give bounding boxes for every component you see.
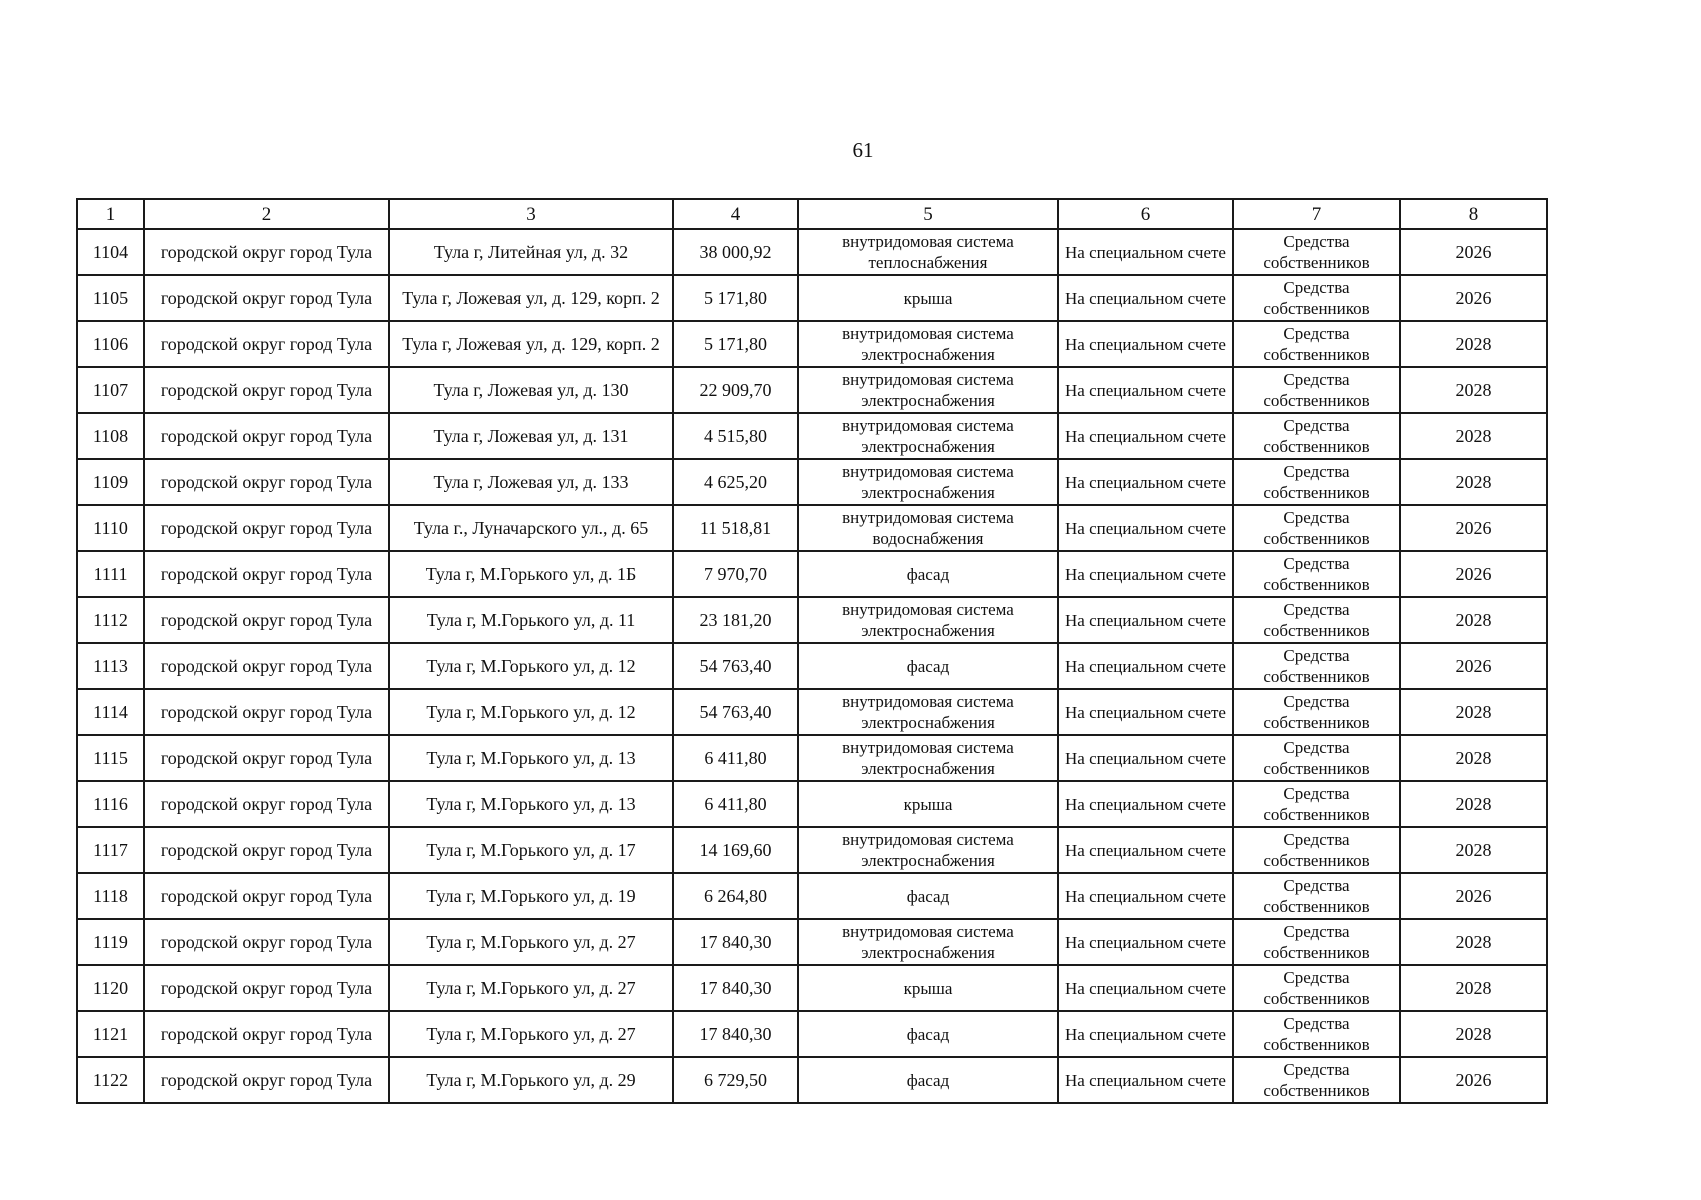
area-cell: 6 729,50 <box>673 1057 798 1103</box>
row-number: 1120 <box>77 965 144 1011</box>
municipality-cell: городской округ город Тула <box>144 229 389 275</box>
table-row <box>77 505 1547 551</box>
table-row <box>77 965 1547 1011</box>
year-cell: 2028 <box>1400 919 1547 965</box>
year-cell: 2028 <box>1400 321 1547 367</box>
year-cell: 2028 <box>1400 459 1547 505</box>
row-number: 1106 <box>77 321 144 367</box>
column-header: 4 <box>673 199 798 229</box>
row-number: 1107 <box>77 367 144 413</box>
year-cell: 2026 <box>1400 505 1547 551</box>
row-number: 1117 <box>77 827 144 873</box>
table-row <box>77 367 1547 413</box>
municipality-cell: городской округ город Тула <box>144 1057 389 1103</box>
municipality-cell: городской округ город Тула <box>144 873 389 919</box>
table-body <box>77 229 1547 1103</box>
fund-method-cell: На специальном счете <box>1058 1011 1233 1057</box>
funding-source-cell: Средства собственников <box>1233 367 1400 413</box>
area-cell: 6 411,80 <box>673 781 798 827</box>
work-type-cell: фасад <box>798 1057 1058 1103</box>
column-header: 7 <box>1233 199 1400 229</box>
fund-method-cell: На специальном счете <box>1058 781 1233 827</box>
funding-source-cell: Средства собственников <box>1233 413 1400 459</box>
address-cell: Тула г, М.Горького ул, д. 27 <box>389 965 673 1011</box>
row-number: 1109 <box>77 459 144 505</box>
fund-method-cell: На специальном счете <box>1058 1057 1233 1103</box>
fund-method-cell: На специальном счете <box>1058 597 1233 643</box>
fund-method-cell: На специальном счете <box>1058 643 1233 689</box>
year-cell: 2026 <box>1400 275 1547 321</box>
work-type-cell: фасад <box>798 551 1058 597</box>
area-cell: 38 000,92 <box>673 229 798 275</box>
table-row <box>77 597 1547 643</box>
year-cell: 2028 <box>1400 597 1547 643</box>
table-row <box>77 735 1547 781</box>
work-type-cell: крыша <box>798 781 1058 827</box>
funding-source-cell: Средства собственников <box>1233 321 1400 367</box>
municipality-cell: городской округ город Тула <box>144 1011 389 1057</box>
table-row <box>77 873 1547 919</box>
work-type-cell: крыша <box>798 275 1058 321</box>
area-cell: 14 169,60 <box>673 827 798 873</box>
row-number: 1121 <box>77 1011 144 1057</box>
column-header: 1 <box>77 199 144 229</box>
table-row <box>77 321 1547 367</box>
fund-method-cell: На специальном счете <box>1058 459 1233 505</box>
fund-method-cell: На специальном счете <box>1058 919 1233 965</box>
year-cell: 2026 <box>1400 873 1547 919</box>
table-row <box>77 781 1547 827</box>
municipality-cell: городской округ город Тула <box>144 827 389 873</box>
area-cell: 17 840,30 <box>673 1011 798 1057</box>
address-cell: Тула г, М.Горького ул, д. 13 <box>389 735 673 781</box>
row-number: 1119 <box>77 919 144 965</box>
area-cell: 11 518,81 <box>673 505 798 551</box>
municipality-cell: городской округ город Тула <box>144 965 389 1011</box>
area-cell: 17 840,30 <box>673 919 798 965</box>
table-row <box>77 459 1547 505</box>
column-header: 6 <box>1058 199 1233 229</box>
row-number: 1118 <box>77 873 144 919</box>
table-row <box>77 827 1547 873</box>
year-cell: 2028 <box>1400 1011 1547 1057</box>
table-row <box>77 689 1547 735</box>
row-number: 1111 <box>77 551 144 597</box>
area-cell: 6 411,80 <box>673 735 798 781</box>
column-header: 2 <box>144 199 389 229</box>
municipality-cell: городской округ город Тула <box>144 459 389 505</box>
municipality-cell: городской округ город Тула <box>144 919 389 965</box>
row-number: 1122 <box>77 1057 144 1103</box>
work-type-cell: крыша <box>798 965 1058 1011</box>
funding-source-cell: Средства собственников <box>1233 965 1400 1011</box>
funding-source-cell: Средства собственников <box>1233 229 1400 275</box>
year-cell: 2026 <box>1400 551 1547 597</box>
funding-source-cell: Средства собственников <box>1233 735 1400 781</box>
fund-method-cell: На специальном счете <box>1058 367 1233 413</box>
fund-method-cell: На специальном счете <box>1058 275 1233 321</box>
funding-source-cell: Средства собственников <box>1233 919 1400 965</box>
address-cell: Тула г, М.Горького ул, д. 11 <box>389 597 673 643</box>
area-cell: 17 840,30 <box>673 965 798 1011</box>
fund-method-cell: На специальном счете <box>1058 965 1233 1011</box>
funding-source-cell: Средства собственников <box>1233 781 1400 827</box>
address-cell: Тула г, М.Горького ул, д. 13 <box>389 781 673 827</box>
funding-source-cell: Средства собственников <box>1233 459 1400 505</box>
address-cell: Тула г, М.Горького ул, д. 12 <box>389 689 673 735</box>
row-number: 1112 <box>77 597 144 643</box>
municipality-cell: городской округ город Тула <box>144 643 389 689</box>
address-cell: Тула г, М.Горького ул, д. 1Б <box>389 551 673 597</box>
work-type-cell: внутридомовая система электроснабжения <box>798 735 1058 781</box>
municipality-cell: городской округ город Тула <box>144 735 389 781</box>
year-cell: 2028 <box>1400 827 1547 873</box>
municipality-cell: городской округ город Тула <box>144 781 389 827</box>
row-number: 1114 <box>77 689 144 735</box>
table-row <box>77 643 1547 689</box>
area-cell: 7 970,70 <box>673 551 798 597</box>
work-type-cell: внутридомовая система электроснабжения <box>798 689 1058 735</box>
work-type-cell: внутридомовая система электроснабжения <box>798 413 1058 459</box>
work-type-cell: внутридомовая система водоснабжения <box>798 505 1058 551</box>
address-cell: Тула г, М.Горького ул, д. 27 <box>389 1011 673 1057</box>
funding-source-cell: Средства собственников <box>1233 643 1400 689</box>
address-cell: Тула г, Ложевая ул, д. 130 <box>389 367 673 413</box>
column-header: 5 <box>798 199 1058 229</box>
funding-source-cell: Средства собственников <box>1233 597 1400 643</box>
table-row <box>77 1011 1547 1057</box>
year-cell: 2028 <box>1400 689 1547 735</box>
area-cell: 4 625,20 <box>673 459 798 505</box>
fund-method-cell: На специальном счете <box>1058 229 1233 275</box>
row-number: 1115 <box>77 735 144 781</box>
year-cell: 2028 <box>1400 367 1547 413</box>
fund-method-cell: На специальном счете <box>1058 873 1233 919</box>
row-number: 1110 <box>77 505 144 551</box>
area-cell: 6 264,80 <box>673 873 798 919</box>
municipality-cell: городской округ город Тула <box>144 367 389 413</box>
header-row <box>77 199 1547 229</box>
area-cell: 4 515,80 <box>673 413 798 459</box>
fund-method-cell: На специальном счете <box>1058 735 1233 781</box>
column-header: 8 <box>1400 199 1547 229</box>
funding-source-cell: Средства собственников <box>1233 689 1400 735</box>
municipality-cell: городской округ город Тула <box>144 689 389 735</box>
municipality-cell: городской округ город Тула <box>144 321 389 367</box>
table-row <box>77 919 1547 965</box>
table-row <box>77 551 1547 597</box>
municipality-cell: городской округ город Тула <box>144 551 389 597</box>
municipality-cell: городской округ город Тула <box>144 275 389 321</box>
municipality-cell: городской округ город Тула <box>144 413 389 459</box>
funding-source-cell: Средства собственников <box>1233 827 1400 873</box>
funding-source-cell: Средства собственников <box>1233 275 1400 321</box>
column-header: 3 <box>389 199 673 229</box>
work-type-cell: внутридомовая система электроснабжения <box>798 367 1058 413</box>
address-cell: Тула г, Ложевая ул, д. 129, корп. 2 <box>389 321 673 367</box>
work-type-cell: внутридомовая система электроснабжения <box>798 827 1058 873</box>
address-cell: Тула г, М.Горького ул, д. 27 <box>389 919 673 965</box>
municipality-cell: городской округ город Тула <box>144 505 389 551</box>
address-cell: Тула г, М.Горького ул, д. 17 <box>389 827 673 873</box>
year-cell: 2028 <box>1400 781 1547 827</box>
fund-method-cell: На специальном счете <box>1058 505 1233 551</box>
page-number: 61 <box>852 138 874 162</box>
fund-method-cell: На специальном счете <box>1058 413 1233 459</box>
address-cell: Тула г, М.Горького ул, д. 29 <box>389 1057 673 1103</box>
address-cell: Тула г, Ложевая ул, д. 131 <box>389 413 673 459</box>
fund-method-cell: На специальном счете <box>1058 551 1233 597</box>
area-cell: 5 171,80 <box>673 275 798 321</box>
area-cell: 23 181,20 <box>673 597 798 643</box>
capital-repair-table <box>76 198 1548 1104</box>
funding-source-cell: Средства собственников <box>1233 505 1400 551</box>
work-type-cell: внутридомовая система электроснабжения <box>798 919 1058 965</box>
address-cell: Тула г, Литейная ул, д. 32 <box>389 229 673 275</box>
address-cell: Тула г, Ложевая ул, д. 129, корп. 2 <box>389 275 673 321</box>
row-number: 1108 <box>77 413 144 459</box>
area-cell: 54 763,40 <box>673 643 798 689</box>
work-type-cell: внутридомовая система электроснабжения <box>798 321 1058 367</box>
year-cell: 2026 <box>1400 1057 1547 1103</box>
address-cell: Тула г., Луначарского ул., д. 65 <box>389 505 673 551</box>
work-type-cell: фасад <box>798 873 1058 919</box>
funding-source-cell: Средства собственников <box>1233 873 1400 919</box>
table-row <box>77 229 1547 275</box>
area-cell: 5 171,80 <box>673 321 798 367</box>
address-cell: Тула г, М.Горького ул, д. 12 <box>389 643 673 689</box>
address-cell: Тула г, Ложевая ул, д. 133 <box>389 459 673 505</box>
work-type-cell: фасад <box>798 1011 1058 1057</box>
funding-source-cell: Средства собственников <box>1233 551 1400 597</box>
year-cell: 2028 <box>1400 965 1547 1011</box>
funding-source-cell: Средства собственников <box>1233 1011 1400 1057</box>
row-number: 1104 <box>77 229 144 275</box>
year-cell: 2026 <box>1400 229 1547 275</box>
funding-source-cell: Средства собственников <box>1233 1057 1400 1103</box>
area-cell: 22 909,70 <box>673 367 798 413</box>
table-row <box>77 275 1547 321</box>
year-cell: 2028 <box>1400 735 1547 781</box>
year-cell: 2026 <box>1400 643 1547 689</box>
fund-method-cell: На специальном счете <box>1058 827 1233 873</box>
table-row <box>77 413 1547 459</box>
work-type-cell: внутридомовая система теплоснабжения <box>798 229 1058 275</box>
row-number: 1116 <box>77 781 144 827</box>
municipality-cell: городской округ город Тула <box>144 597 389 643</box>
row-number: 1113 <box>77 643 144 689</box>
address-cell: Тула г, М.Горького ул, д. 19 <box>389 873 673 919</box>
row-number: 1105 <box>77 275 144 321</box>
table-row <box>77 1057 1547 1103</box>
work-type-cell: внутридомовая система электроснабжения <box>798 597 1058 643</box>
fund-method-cell: На специальном счете <box>1058 689 1233 735</box>
work-type-cell: фасад <box>798 643 1058 689</box>
fund-method-cell: На специальном счете <box>1058 321 1233 367</box>
year-cell: 2028 <box>1400 413 1547 459</box>
work-type-cell: внутридомовая система электроснабжения <box>798 459 1058 505</box>
area-cell: 54 763,40 <box>673 689 798 735</box>
